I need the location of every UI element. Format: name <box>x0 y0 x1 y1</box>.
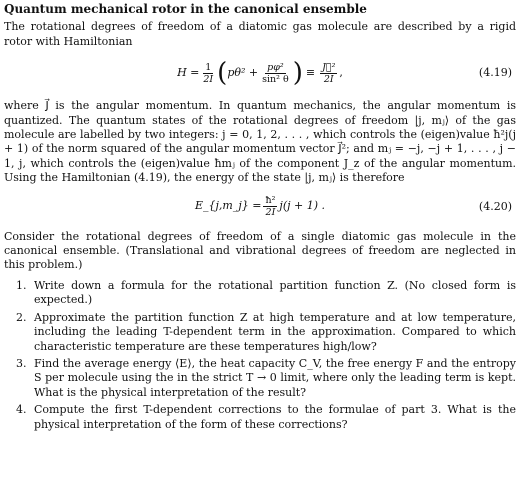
eq1-fraction-1 <box>201 62 215 85</box>
question-item <box>4 357 516 400</box>
question-number: 3. <box>16 356 27 370</box>
eq1-open-paren: ( <box>217 58 228 89</box>
question-item <box>4 403 516 432</box>
eq1-comma: , <box>339 66 343 80</box>
question-text: Compute the first T-dependent corrections to the formulae of part 3. What is the physical interpretation of the form of these corrections? <box>34 403 516 431</box>
eq1-f1-den: 2I <box>203 73 214 85</box>
eq1-f2-den: sin² θ <box>262 73 289 85</box>
eq2-rhs: j(j + 1) . <box>279 199 326 213</box>
question-number: 2. <box>16 310 27 324</box>
eq1-p-theta: pθ² + <box>227 66 259 80</box>
eq2-fraction <box>263 195 277 218</box>
question-text: Write down a formula for the rotational partition function Z. (No closed form is expected.) <box>34 278 516 307</box>
eq2-f-den: 2I <box>265 207 276 219</box>
setup-paragraph: Consider the rotational degrees of freedom of a single diatomic gas molecule in the canonical ensemble. (Translational and vibrational degrees of freedom are neglected in this problem.) <box>4 229 516 272</box>
eq1-lhs: H = <box>177 66 200 80</box>
eq1-fraction-3 <box>320 62 337 85</box>
question-item <box>4 311 516 354</box>
eq2-f-num: ħ² <box>265 195 276 207</box>
question-number: 4. <box>16 403 27 417</box>
question-list <box>4 279 516 432</box>
question-text: Approximate the partition function Z at high temperature and at low temperature, including the leading T-dependent term in the approximation. Compared to which characteristic temperature are these temperatures high/low? <box>34 310 516 353</box>
question-text: Find the average energy ⟨E⟩, the heat capacity C_V, the free energy F and the entropy S per molecule using the in the strict T → 0 limit, where only the leading term is kept. What is the physical interpretation of the result? <box>34 356 516 399</box>
eq1-fraction-2 <box>260 62 291 85</box>
equation-number: (4.20) <box>478 199 512 213</box>
eq1-f3-den: 2I <box>323 73 334 85</box>
intro-paragraph: The rotational degrees of freedom of a diatomic gas molecule are described by a rigid rotor with Hamiltonian <box>4 20 516 48</box>
equation-number: (4.19) <box>478 66 512 80</box>
eq2-lhs: E_{j,m_j} = <box>194 199 262 213</box>
section-title: Quantum mechanical rotor in the canonical ensemble <box>4 2 367 16</box>
question-number: 1. <box>16 278 27 292</box>
equation-4-19 <box>4 53 516 93</box>
quantization-paragraph: where J⃗ is the angular momentum. In quantum mechanics, the angular momentum is quantized. The quantum states of the rotational degrees of freedom |j, mⱼ⟩ of the gas molecule are labelled by two integers: j = 0, 1, 2, . . . , which controls the (eigen)value ħ²j(j + 1) of the norm squared of the angular momentum vector J⃗²; and mⱼ = −j, −j + 1, . . . , j − 1, j, which controls the (eigen)value ħmⱼ of the component J_z of the angular momentum. Using the Hamiltonian (4.19), the energy of the state |j, mⱼ⟩ is therefore <box>4 99 516 185</box>
question-item <box>4 279 516 308</box>
eq1-f1-num: 1 <box>205 61 212 73</box>
eq1-equiv: ≡ <box>305 66 316 80</box>
eq1-f2-num: pφ² <box>267 61 284 73</box>
eq1-close-paren: ) <box>292 58 303 89</box>
equation-4-20 <box>4 192 516 222</box>
eq1-f3-num: J⃗² <box>322 61 336 73</box>
